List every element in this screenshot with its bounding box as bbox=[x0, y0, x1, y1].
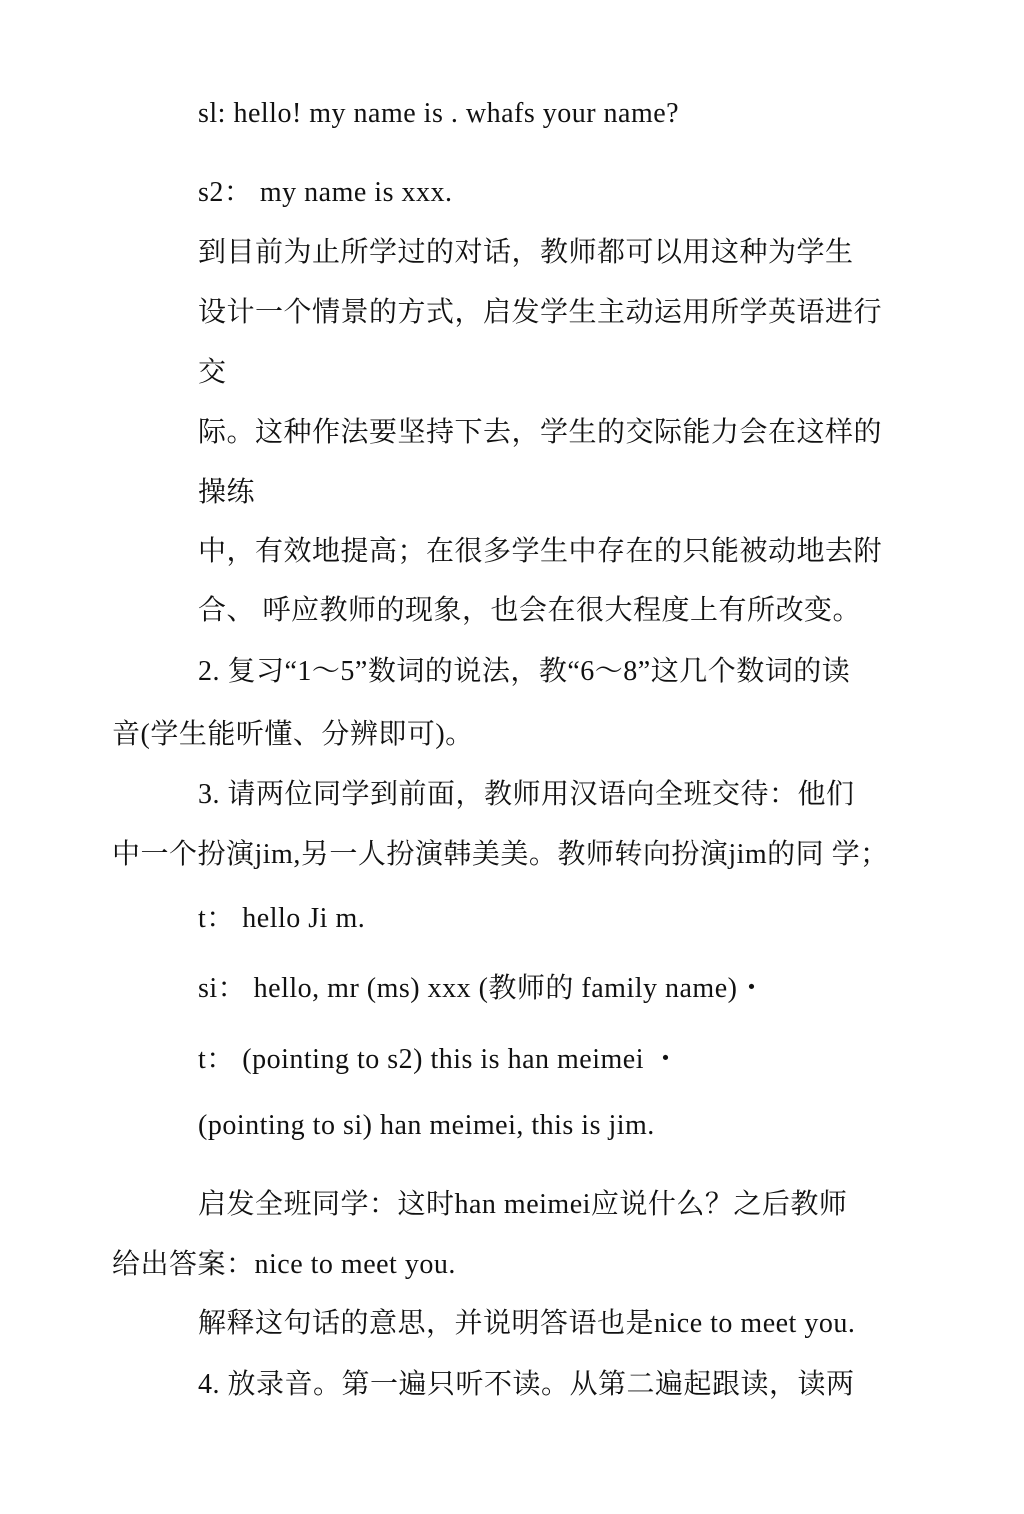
text-line: 解释这句话的意思，并说明答语也是nice to meet you. bbox=[198, 1308, 856, 1339]
text-line: 2. 复习“1～5”数词的说法，教“6～8”这几个数词的读 bbox=[198, 656, 851, 687]
text-line: 交 bbox=[198, 357, 227, 388]
text-line: 中一个扮演jim,另一人扮演韩美美。教师转向扮演jim的同 学； bbox=[112, 839, 889, 870]
text-line: t： hello Ji m. bbox=[198, 903, 366, 934]
text-line: 4. 放录音。第一遍只听不读。从第二遍起跟读，读两 bbox=[198, 1369, 855, 1400]
text-line: 合、 呼应教师的现象，也会在很大程度上有所改变。 bbox=[198, 595, 862, 626]
text-line: t： (pointing to s2) this is han meimei ・ bbox=[198, 1044, 680, 1075]
text-line: 3. 请两位同学到前面，教师用汉语向全班交待：他们 bbox=[198, 779, 855, 810]
text-line: s2： my name is xxx. bbox=[198, 177, 453, 208]
text-line: 设计一个情景的方式，启发学生主动运用所学英语进行 bbox=[198, 297, 883, 328]
text-line: 操练 bbox=[198, 477, 256, 508]
text-line: 给出答案：nice to meet you. bbox=[112, 1249, 456, 1280]
text-line: si： hello, mr (ms) xxx (教师的 family name)・ bbox=[198, 973, 766, 1004]
text-line: 中，有效地提高；在很多学生中存在的只能被动地去附 bbox=[198, 536, 883, 567]
text-line: sl: hello! my name is . whafs your name? bbox=[198, 98, 680, 129]
text-line: 到目前为止所学过的对话，教师都可以用这种为学生 bbox=[198, 237, 854, 268]
text-line: 际。这种作法要坚持下去，学生的交际能力会在这样的 bbox=[198, 417, 883, 448]
text-line: (pointing to si) han meimei, this is jim. bbox=[198, 1110, 655, 1141]
text-line: 启发全班同学：这时han meimei应说什么？之后教师 bbox=[198, 1189, 848, 1220]
text-line: 音(学生能听懂、分辨即可)。 bbox=[112, 719, 474, 750]
